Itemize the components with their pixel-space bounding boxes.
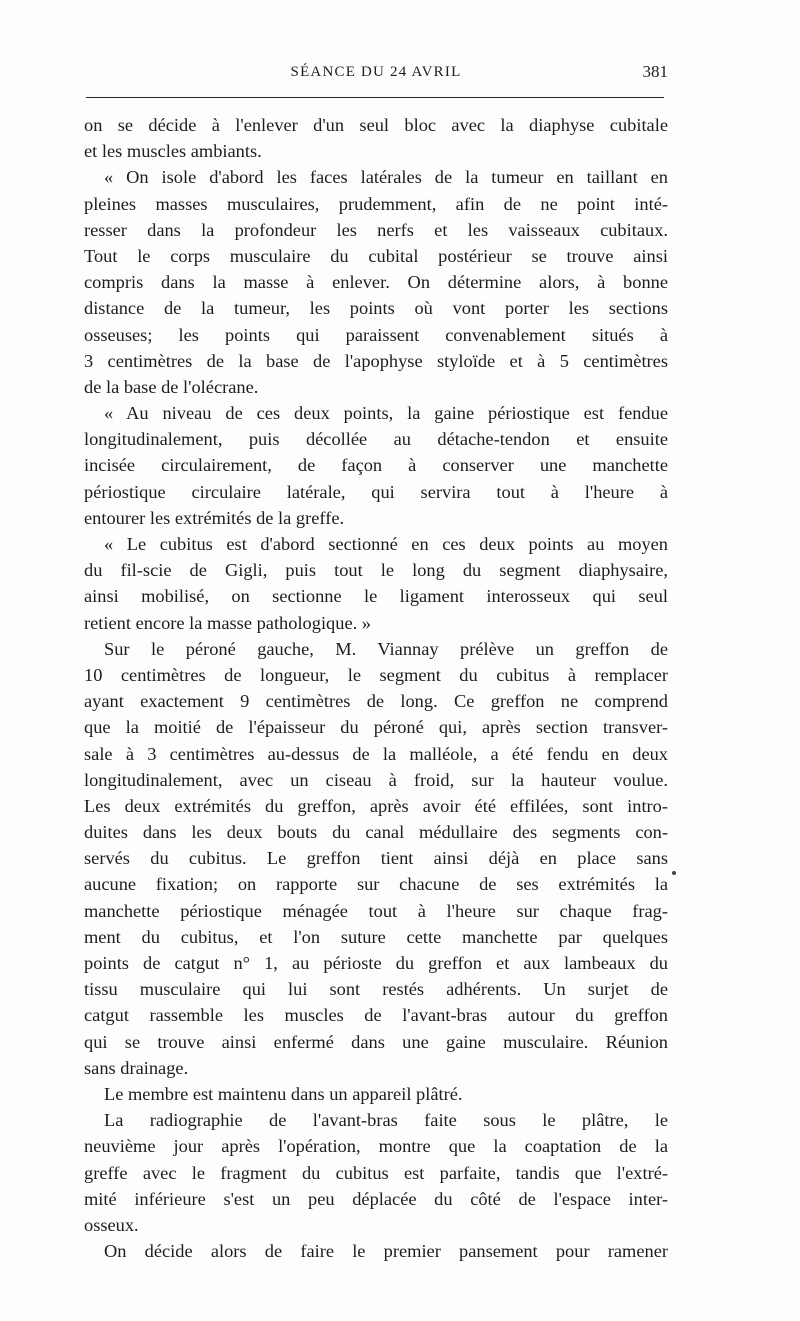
text-line: que la moitié de l'épaisseur du péroné qui, après section transver-	[84, 717, 668, 738]
text-line: compris dans la masse à enlever. On détermine alors, à bonne	[84, 272, 668, 293]
text-line: duites dans les deux bouts du canal médullaire des segments con-	[84, 822, 668, 843]
text-line: aucune fixation; on rapporte sur chacune de ses extrémités la	[84, 874, 668, 895]
text-line: entourer les extrémités de la greffe.	[84, 507, 345, 528]
text-line: Les deux extrémités du greffon, après avoir été effilées, sont intro-	[84, 795, 668, 816]
text-line: qui se trouve ainsi enfermé dans une gaine musculaire. Réunion	[84, 1031, 668, 1052]
text-line: sans drainage.	[84, 1057, 189, 1078]
text-line: de la base de l'olécrane.	[84, 376, 259, 397]
running-title: SÉANCE DU 24 AVRIL	[290, 64, 462, 80]
text-line: neuvième jour après l'opération, montre que la coaptation de la	[84, 1136, 668, 1157]
text-line: pleines masses musculaires, prudemment, afin de ne point inté-	[84, 193, 668, 214]
text-line: du fil-scie de Gigli, puis tout le long du segment diaphysaire,	[84, 560, 668, 581]
text-line: points de catgut n° 1, au périoste du greffon et aux lambeaux du	[84, 953, 668, 973]
text-line: resser dans la profondeur les nerfs et les vaisseaux cubitaux.	[84, 219, 668, 240]
print-speck	[672, 871, 676, 875]
text-line: Sur le péroné gauche, M. Viannay prélève un greffon de	[104, 638, 668, 659]
text-line: La radiographie de l'avant-bras faite sous le plâtre, le	[104, 1110, 668, 1131]
text-line: retient encore la masse pathologique. »	[84, 612, 371, 633]
text-line: greffe avec le fragment du cubitus est parfaite, tandis que l'extré-	[84, 1162, 668, 1183]
text-line: osseux.	[84, 1214, 139, 1235]
text-line: et les muscles ambiants.	[84, 141, 262, 162]
text-line: ayant exactement 9 centimètres de long. Ce greffon ne comprend	[84, 691, 668, 712]
text-line: catgut rassemble les muscles de l'avant-bras autour du greffon	[84, 1005, 668, 1026]
text-line: tissu musculaire qui lui sont restés adhérents. Un surjet de	[84, 979, 668, 1000]
text-line: on se décide à l'enlever d'un seul bloc avec la diaphyse cubitale	[84, 115, 668, 135]
text-line: Tout le corps musculaire du cubital postérieur se trouve ainsi	[84, 245, 668, 266]
text-line: 10 centimètres de longueur, le segment du cubitus à remplacer	[84, 664, 668, 685]
text-line: longitudinalement, puis décollée au détache-tendon et ensuite	[84, 429, 668, 450]
text-line: « Au niveau de ces deux points, la gaine périostique est fendue	[104, 403, 668, 424]
text-line: incisée circulairement, de façon à conserver une manchette	[84, 455, 668, 476]
text-line: osseuses; les points qui paraissent convenablement situés à	[84, 324, 668, 345]
text-line: longitudinalement, avec un ciseau à froid, sur la hauteur voulue.	[84, 769, 668, 790]
text-line: ment du cubitus, et l'on suture cette manchette par quelques	[84, 926, 668, 947]
text-line: mité inférieure s'est un peu déplacée du côté de l'espace inter-	[84, 1188, 668, 1209]
text-line: périostique circulaire latérale, qui servira tout à l'heure à	[84, 481, 668, 502]
text-line: ainsi mobilisé, on sectionne le ligament interosseux qui seul	[84, 586, 668, 607]
text-line: distance de la tumeur, les points où vont porter les sections	[84, 298, 668, 319]
page-number: 381	[642, 62, 668, 81]
text-line: « Le cubitus est d'abord sectionné en ces deux points au moyen	[104, 534, 668, 554]
text-line: manchette périostique ménagée tout à l'heure sur chaque frag-	[84, 900, 668, 921]
text-line: On décide alors de faire le premier pansement pour ramener	[104, 1241, 668, 1262]
text-line: 3 centimètres de la base de l'apophyse styloïde et à 5 centimètres	[84, 350, 668, 371]
text-line: servés du cubitus. Le greffon tient ainsi déjà en place sans	[84, 848, 668, 869]
text-line: Le membre est maintenu dans un appareil plâtré.	[104, 1083, 463, 1104]
text-line: « On isole d'abord les faces latérales de la tumeur en taillant en	[104, 167, 668, 188]
body-text	[84, 112, 668, 1264]
running-head	[84, 60, 668, 84]
header-rule	[86, 97, 664, 98]
text-line: sale à 3 centimètres au-dessus de la malléole, a été fendu en deux	[84, 743, 668, 764]
